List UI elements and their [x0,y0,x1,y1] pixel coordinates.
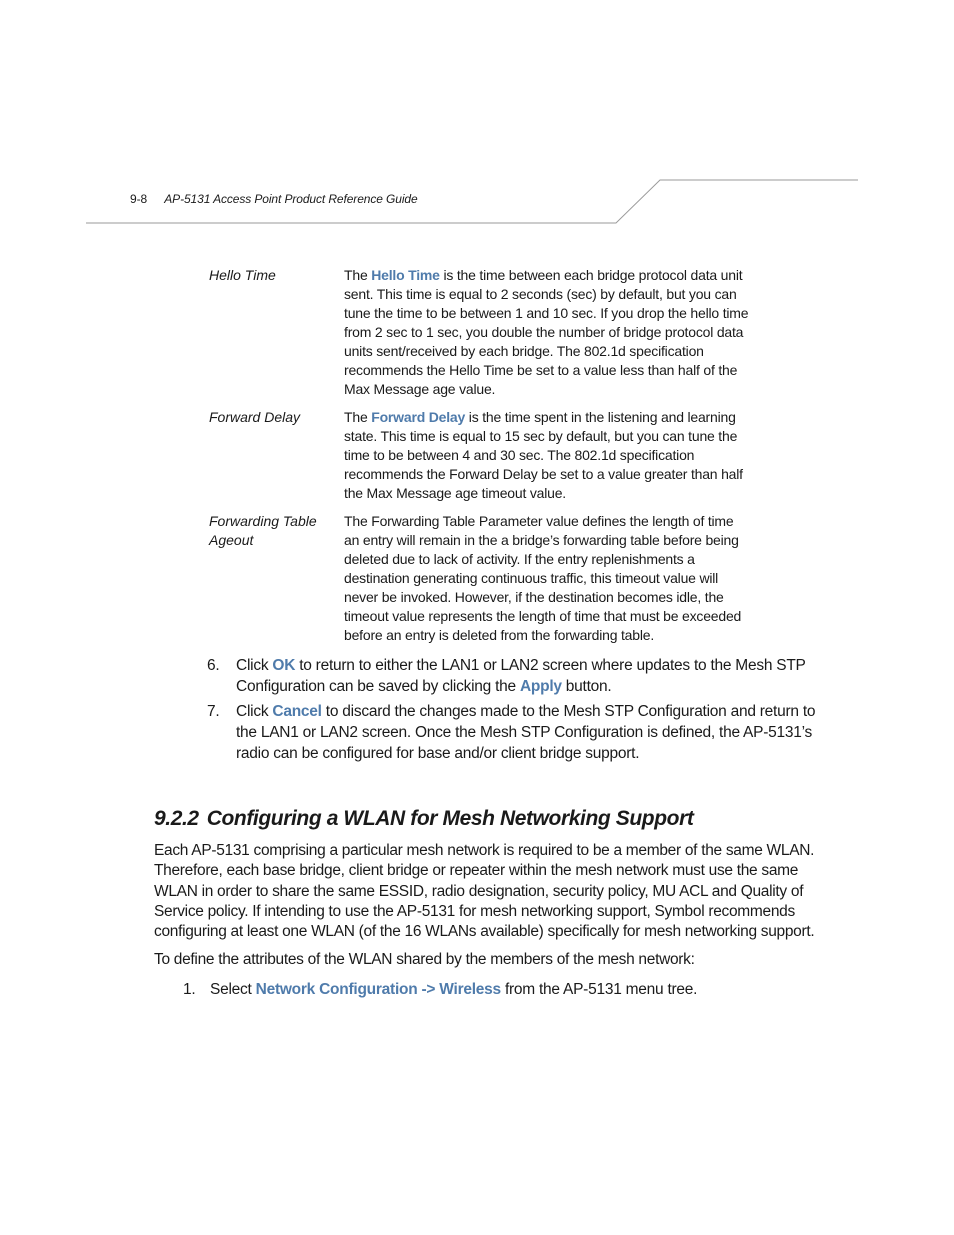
menu-path-reference: Network Configuration -> Wireless [255,981,501,998]
ui-reference: Hello Time [371,267,440,283]
param-description: The Forward Delay is the time spent in the listening and learning state. This time is equal to 15 sec by default, but you can tune the time to be between 4 and 30 sec. The 802.1d specification recommends the Forward Delay be set to a value greater than half the Max Message age timeout value. [344,409,743,501]
running-header [130,192,418,206]
param-term: Hello Time [209,267,276,283]
section-heading [154,807,693,831]
param-description: The Hello Time is the time between each bridge protocol data unit sent. This time is equal to 2 seconds (sec) by default, but you can tune the time to be between 1 and 10 sec. If you drop the hello time from 2 sec to 1 sec, you double the number of bridge protocol data units sent/received by each bridge. The 802.1d specification recommends the Hello Time be set to a value less than half of the Max Message age value. [344,267,749,397]
step-number: 1. [183,981,196,998]
procedure-steps [207,655,816,768]
step-text: Click OK to return to either the LAN1 or LAN2 screen where updates to the Mesh STP Configuration can be saved by clicking the Apply button. [236,657,806,695]
param-row-forward-delay [209,408,743,503]
step-number: 7. [207,703,220,720]
param-description: The Forwarding Table Parameter value defines the length of time an entry will remain in the a bridge’s forwarding table before being deleted due to lack of activity. If the entry replenishments a destination generating continuous traffic, this timeout value will never be invoked. However, if the destination becomes idle, the timeout value represents the length of time that must be exceeded before an entry is deleted from the forwarding table. [344,513,742,643]
list-item [207,701,816,764]
step-text: Select Network Configuration -> Wireless from the AP-5131 menu tree. [210,981,698,998]
param-term: Forwarding Table Ageout [209,513,317,548]
ui-reference: Forward Delay [371,409,466,425]
procedure-steps [183,979,697,1004]
list-item [183,979,697,1000]
list-item [207,655,806,697]
cancel-button-reference: Cancel [272,703,322,720]
body-paragraph: Each AP-5131 comprising a particular mesh network is required to be a member of the same WLAN. Therefore, each base bridge, client bridge or repeater within the mesh network must use the same WLAN in order to share the same ESSID, radio designation, security policy, MU ACL and Quality of Service policy. If intending to use the AP-5131 for mesh networking support, Symbol recommends configuring at least one WLAN (of the 16 WLANs available) specifically for mesh networking support. [154,842,815,941]
apply-button-reference: Apply [519,678,562,695]
guide-title: AP-5131 Access Point Product Reference Guide [164,192,418,206]
param-term: Forward Delay [209,409,301,425]
section-title: Configuring a WLAN for Mesh Networking Support [206,807,694,830]
step-text: Click Cancel to discard the changes made to the Mesh STP Configuration and return to the LAN1 or LAN2 screen. Once the Mesh STP Configuration is defined, the AP-5131’s radio can be configured for base and/or client bridge support. [236,703,816,762]
ok-button-reference: OK [272,657,296,674]
section-number: 9.2.2 [154,807,199,830]
body-paragraph: To define the attributes of the WLAN shared by the members of the mesh network: [154,951,695,968]
parameter-table [209,266,749,654]
page-number: 9-8 [130,192,148,206]
step-number: 6. [207,657,220,674]
param-row-hello-time [209,266,749,399]
param-row-forwarding-table-ageout [209,512,742,645]
